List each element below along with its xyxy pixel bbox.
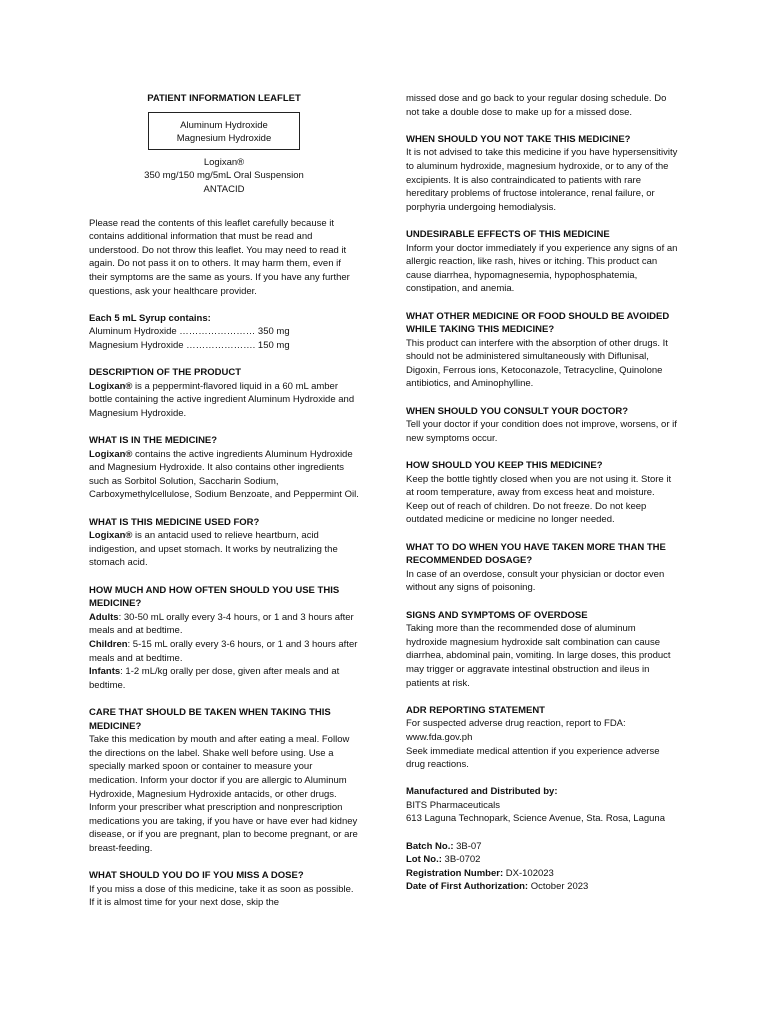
dosage-adults	[89, 611, 359, 638]
authorization-label: Date of First Authorization:	[406, 881, 529, 893]
dosage-children	[89, 638, 359, 665]
left-column	[89, 92, 359, 910]
manufacturer-name: BITS Pharmaceuticals	[406, 799, 500, 811]
missed-dose-text-right: missed dose and go back to your regular dosing schedule. Do not take a double dose to make up for a missed dose.	[406, 93, 667, 118]
children-label: Children	[89, 638, 128, 650]
registration-number	[406, 867, 678, 881]
adr-line3: Seek immediate medical attention if you experience adverse drug reactions.	[406, 745, 660, 771]
keep-paragraph: Keep the bottle tightly closed when you are not using it. Store it at room temperature, away from excess heat and moisture. Keep out of reach of children. Do not freeze. Do not keep outdated medicine or medicine no longer needed.	[406, 473, 672, 526]
generic-name-line2: Magnesium Hydroxide	[176, 133, 272, 145]
not-take-paragraph: It is not advised to take this medicine if you have hypersensitivity to aluminum hydroxide, magnesium hydroxide, or to any of the excipients. It is also contraindicated to patients with rare hereditary problems of fructose intolerance, renal failure, or porphyria undergoing hemodialysis.	[406, 147, 678, 213]
manufacturer-heading: Manufactured and Distributed by:	[406, 786, 558, 798]
dosage-heading: HOW MUCH AND HOW OFTEN SHOULD YOU USE THIS MEDICINE?	[89, 584, 340, 610]
interactions-heading: WHAT OTHER MEDICINE OR FOOD SHOULD BE AVOIDED WHILE TAKING THIS MEDICINE?	[406, 310, 670, 336]
overdose-signs-heading: SIGNS AND SYMPTOMS OF OVERDOSE	[406, 609, 588, 621]
authorization-date	[406, 880, 678, 894]
composition-line1: Aluminum Hydroxide …………………… 350 mg	[89, 326, 290, 338]
generic-name-line1: Aluminum Hydroxide	[180, 119, 268, 131]
batch-value: 3B-07	[453, 840, 482, 852]
infants-text: : 1-2 mL/kg orally per dose, given after meals and at bedtime.	[89, 666, 340, 691]
composition-line2: Magnesium Hydroxide …………………. 150 mg	[89, 339, 290, 351]
infants-label: Infants	[89, 666, 121, 678]
what-is-paragraph	[89, 448, 359, 502]
manufacturer-address: 613 Laguna Technopark, Science Avenue, Sta. Rosa, Laguna	[406, 813, 665, 825]
registration-label: Registration Number:	[406, 867, 504, 879]
missed-dose-heading: WHAT SHOULD YOU DO IF YOU MISS A DOSE?	[89, 870, 304, 882]
generic-name-box	[148, 112, 300, 150]
dosage-infants	[89, 665, 359, 692]
right-column	[406, 92, 678, 894]
keep-heading: HOW SHOULD YOU KEEP THIS MEDICINE?	[406, 460, 603, 472]
children-text: : 5-15 mL orally every 3-6 hours, or 1 and 3 hours after meals and at bedtime.	[89, 638, 358, 664]
registration-value: DX-102023	[503, 867, 554, 879]
lot-value: 3B-0702	[441, 854, 481, 866]
adr-heading: ADR REPORTING STATEMENT	[406, 704, 545, 716]
missed-dose-text-left: If you miss a dose of this medicine, take it as soon as possible. If it is almost time for your next dose, skip the	[89, 883, 354, 909]
undesirable-paragraph: Inform your doctor immediately if you experience any signs of an allergic reaction, like rash, hives or itching. This product can cause diarrhea, hypomagnesemia, hypophosphatemia, constipation, and anemia.	[406, 242, 678, 295]
used-for-brand: Logixan®	[89, 530, 133, 542]
lot-number	[406, 853, 678, 867]
batch-label: Batch No.:	[406, 840, 454, 852]
interactions-paragraph: This product can interfere with the absorption of other drugs. It should not be administered simultaneously with Diflunisal, Digoxin, Ferrous ions, Ketoconazole, Tetracycline, Quinolone antibiotics, and Aminophylline.	[406, 337, 668, 390]
consult-heading: WHEN SHOULD YOU CONSULT YOUR DOCTOR?	[406, 405, 629, 417]
adults-text: : 30-50 mL orally every 3-4 hours, or 1 and 3 hours after meals and at bedtime.	[89, 611, 354, 637]
used-for-text: is an antacid used to relieve heartburn, acid indigestion, and upset stomach. It works by neutralizing the stomach acid.	[89, 530, 338, 569]
care-paragraph: Take this medication by mouth and after eating a meal. Follow the directions on the label. Shake well before using. Use a specially marked spoon or container to measure your medication. Inform your doctor if you are allergic to Aluminum Hydroxide, Magnesium Hydroxide antacids, or other drugs. Inform your prescriber what prescription and nonprescription medications you are taking, if you have or have ever had kidney disease, or if you are pregnant, plan to become pregnant, or are breast-feeding.	[89, 734, 358, 854]
description-heading: DESCRIPTION OF THE PRODUCT	[89, 367, 242, 379]
what-is-brand: Logixan®	[89, 448, 133, 460]
leaflet-title: PATIENT INFORMATION LEAFLET	[147, 93, 301, 104]
consult-paragraph: Tell your doctor if your condition does not improve, worsens, or if new symptoms occur.	[406, 419, 677, 444]
lot-label: Lot No.:	[406, 854, 442, 866]
used-for-paragraph	[89, 529, 359, 570]
undesirable-heading: UNDESIRABLE EFFECTS OF THIS MEDICINE	[406, 228, 610, 240]
overdose-what-paragraph: In case of an overdose, consult your physician or doctor even without any signs of poisoning.	[406, 568, 665, 594]
care-heading: CARE THAT SHOULD BE TAKEN WHEN TAKING THIS MEDICINE?	[89, 706, 331, 732]
adr-line1: For suspected adverse drug reaction, report to FDA:	[406, 718, 626, 730]
description-text: is a peppermint-flavored liquid in a 60 mL amber bottle containing the active ingredient Aluminum Hydroxide and Magnesium Hydroxide.	[89, 380, 355, 419]
what-is-heading: WHAT IS IN THE MEDICINE?	[89, 435, 218, 447]
authorization-value: October 2023	[528, 881, 589, 893]
category-line: ANTACID	[203, 183, 245, 195]
description-brand: Logixan®	[89, 380, 133, 392]
brand-name: Logixan®	[203, 156, 245, 168]
batch-number	[406, 840, 678, 854]
description-paragraph	[89, 380, 359, 421]
composition-heading: Each 5 mL Syrup contains:	[89, 312, 211, 324]
strength-line: 350 mg/150 mg/5mL Oral Suspension	[144, 170, 304, 182]
adults-label: Adults	[89, 611, 119, 623]
not-take-heading: WHEN SHOULD YOU NOT TAKE THIS MEDICINE?	[406, 133, 631, 145]
what-is-text: contains the active ingredients Aluminum Hydroxide and Magnesium Hydroxide. It also contains other ingredients such as Sorbitol Solution, Saccharin Sodium, Carboxymethylcellulose, Sodium Benzoate, and Peppermint Oil.	[89, 448, 359, 501]
overdose-what-heading: WHAT TO DO WHEN YOU HAVE TAKEN MORE THAN THE RECOMMENDED DOSAGE?	[406, 541, 666, 567]
used-for-heading: WHAT IS THIS MEDICINE USED FOR?	[89, 516, 260, 528]
overdose-signs-paragraph: Taking more than the recommended dose of aluminum hydroxide magnesium hydroxide salt combination can cause diarrhea, abdominal pain, vomiting. In large doses, this product may trigger or aggravate intestinal obstruction and ileus in patients at risk.	[406, 623, 671, 689]
intro-paragraph: Please read the contents of this leaflet carefully because it contains additional information that must be read and understood. Do not throw this leaflet. You may need to read it again. Do not pass it on to others. It may harm them, even if their symptoms are the same as yours. If you have any further questions, ask your healthcare provider.	[89, 217, 350, 297]
adr-website: www.fda.gov.ph	[406, 731, 473, 743]
